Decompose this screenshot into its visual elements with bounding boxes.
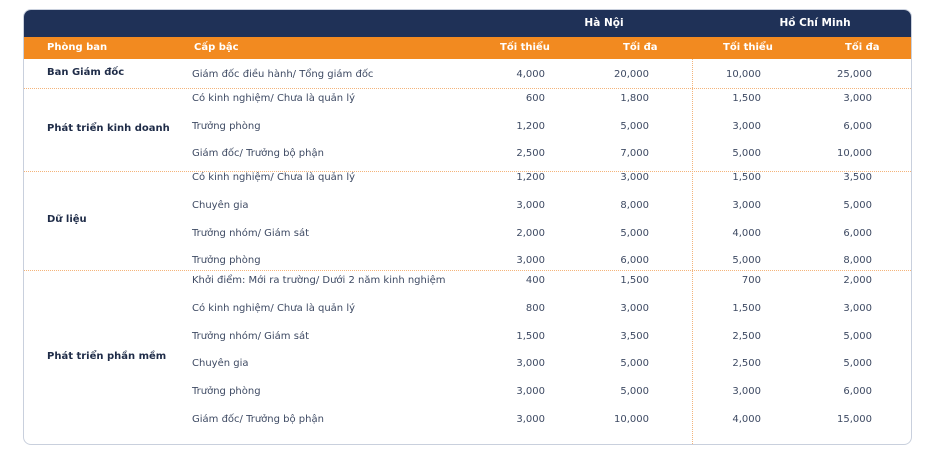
salary-hcm-min-cell: 4,000 <box>732 228 761 239</box>
salary-hcm-min-cell: 5,000 <box>732 255 761 266</box>
column-hn-min-header: Tối thiểu <box>500 42 550 53</box>
department-name: Ban Giám đốc <box>47 66 125 78</box>
salary-hn-min-cell: 400 <box>525 275 545 286</box>
salary-hn-max-cell: 5,000 <box>620 228 649 239</box>
level-cell: Giám đốc/ Trưởng bộ phận <box>192 414 324 425</box>
city-hanoi-header: Hà Nội <box>584 17 624 29</box>
group-separator <box>24 88 911 89</box>
salary-hcm-min-cell: 1,500 <box>732 172 761 183</box>
salary-hn-max-cell: 20,000 <box>614 69 649 80</box>
salary-hcm-max-cell: 2,000 <box>843 275 872 286</box>
salary-hn-max-cell: 1,800 <box>620 93 649 104</box>
salary-hcm-min-cell: 5,000 <box>732 148 761 159</box>
salary-hn-min-cell: 3,000 <box>516 414 545 425</box>
salary-hn-min-cell: 3,000 <box>516 255 545 266</box>
salary-hn-min-cell: 800 <box>525 303 545 314</box>
salary-hn-max-cell: 5,000 <box>620 386 649 397</box>
salary-hn-max-cell: 3,500 <box>620 331 649 342</box>
column-hcm-min-header: Tối thiểu <box>723 42 773 53</box>
salary-hn-max-cell: 6,000 <box>620 255 649 266</box>
salary-hcm-min-cell: 4,000 <box>732 414 761 425</box>
department-name: Phát triển kinh doanh <box>47 122 170 134</box>
salary-hcm-min-cell: 3,000 <box>732 200 761 211</box>
salary-hcm-max-cell: 6,000 <box>843 121 872 132</box>
salary-hcm-min-cell: 700 <box>741 275 761 286</box>
salary-hcm-max-cell: 5,000 <box>843 200 872 211</box>
salary-hcm-max-cell: 15,000 <box>837 414 872 425</box>
salary-hn-max-cell: 7,000 <box>620 148 649 159</box>
salary-hn-min-cell: 2,500 <box>516 148 545 159</box>
salary-hn-max-cell: 5,000 <box>620 358 649 369</box>
department-name: Phát triển phần mềm <box>47 351 167 362</box>
group-separator <box>24 270 911 271</box>
salary-hcm-max-cell: 6,000 <box>843 386 872 397</box>
salary-hn-min-cell: 4,000 <box>516 69 545 80</box>
salary-hcm-max-cell: 5,000 <box>843 358 872 369</box>
salary-hcm-max-cell: 10,000 <box>837 148 872 159</box>
salary-hn-max-cell: 8,000 <box>620 200 649 211</box>
salary-hcm-max-cell: 3,500 <box>843 172 872 183</box>
city-hcm-header: Hồ Chí Minh <box>779 17 851 29</box>
salary-hn-min-cell: 3,000 <box>516 200 545 211</box>
salary-hn-max-cell: 10,000 <box>614 414 649 425</box>
column-department-header: Phòng ban <box>47 42 108 53</box>
salary-hn-max-cell: 5,000 <box>620 121 649 132</box>
salary-hn-min-cell: 3,000 <box>516 358 545 369</box>
city-header-row <box>24 10 911 37</box>
column-hn-max-header: Tối đa <box>623 42 658 53</box>
salary-hn-min-cell: 2,000 <box>516 228 545 239</box>
salary-hcm-max-cell: 6,000 <box>843 228 872 239</box>
department-name: Dữ liệu <box>47 213 87 225</box>
salary-hcm-max-cell: 5,000 <box>843 331 872 342</box>
level-cell: Trưởng phòng <box>192 255 261 266</box>
salary-hcm-min-cell: 10,000 <box>726 69 761 80</box>
level-cell: Chuyên gia <box>192 358 249 369</box>
salary-hn-max-cell: 3,000 <box>620 172 649 183</box>
salary-hn-max-cell: 1,500 <box>620 275 649 286</box>
salary-hcm-max-cell: 3,000 <box>843 303 872 314</box>
column-level-header: Cấp bậc <box>194 42 239 53</box>
salary-hn-min-cell: 1,200 <box>516 172 545 183</box>
salary-hcm-min-cell: 1,500 <box>732 303 761 314</box>
salary-table <box>23 9 912 445</box>
salary-hcm-min-cell: 2,500 <box>732 358 761 369</box>
level-cell: Chuyên gia <box>192 200 249 211</box>
salary-hcm-min-cell: 2,500 <box>732 331 761 342</box>
salary-hcm-max-cell: 3,000 <box>843 93 872 104</box>
level-cell: Trưởng nhóm/ Giám sát <box>192 331 309 342</box>
column-header-row <box>24 37 911 59</box>
level-cell: Trưởng phòng <box>192 386 261 397</box>
level-cell: Giám đốc điều hành/ Tổng giám đốc <box>192 69 374 80</box>
level-cell: Có kinh nghiệm/ Chưa là quản lý <box>192 172 356 183</box>
salary-hcm-max-cell: 25,000 <box>837 69 872 80</box>
level-cell: Có kinh nghiệm/ Chưa là quản lý <box>192 93 356 104</box>
level-cell: Có kinh nghiệm/ Chưa là quản lý <box>192 303 356 314</box>
column-hcm-max-header: Tối đa <box>845 42 880 53</box>
level-cell: Giám đốc/ Trưởng bộ phận <box>192 148 324 159</box>
salary-hn-min-cell: 1,500 <box>516 331 545 342</box>
level-cell: Trưởng nhóm/ Giám sát <box>192 228 309 239</box>
salary-hcm-min-cell: 3,000 <box>732 121 761 132</box>
salary-hcm-max-cell: 8,000 <box>843 255 872 266</box>
salary-hn-min-cell: 600 <box>525 93 545 104</box>
salary-hcm-min-cell: 3,000 <box>732 386 761 397</box>
level-cell: Trưởng phòng <box>192 121 261 132</box>
salary-hcm-min-cell: 1,500 <box>732 93 761 104</box>
salary-hn-min-cell: 3,000 <box>516 386 545 397</box>
salary-hn-max-cell: 3,000 <box>620 303 649 314</box>
salary-hn-min-cell: 1,200 <box>516 121 545 132</box>
level-cell: Khởi điểm: Mới ra trường/ Dưới 2 năm kinh nghiệm <box>192 275 446 286</box>
